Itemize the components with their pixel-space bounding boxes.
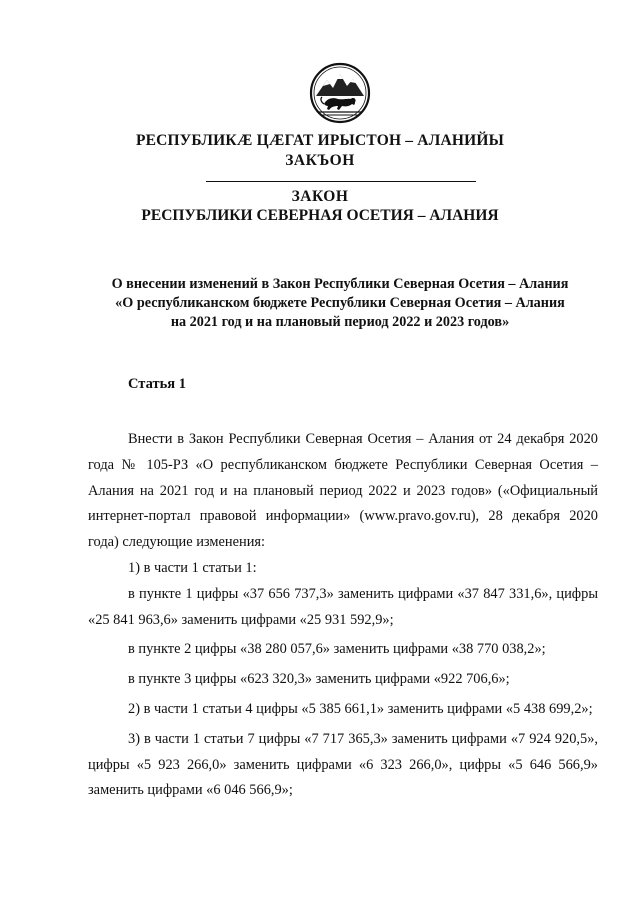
header-divider: [206, 181, 476, 182]
republic-name-russian: РЕСПУБЛИКИ СЕВЕРНАЯ ОСЕТИЯ – АЛАНИЯ: [141, 207, 499, 224]
article-title: Статья 1: [128, 376, 186, 392]
subject-line-2: «О республиканском бюджете Республики Северная Осетия – Алания: [115, 295, 565, 311]
coat-of-arms-emblem: [309, 62, 371, 124]
amendment-item: в пункте 1 цифры «37 656 737,3» заменить цифрами «37 847 331,6», цифры «25 841 963,6» заменить цифрами «25 931 592,9»;: [88, 585, 598, 628]
title-ossetian: РЕСПУБЛИКӔ ЦӔГАТ ИРЫСТОН – АЛАНИЙЫ: [135, 132, 505, 149]
amendment-item: в пункте 3 цифры «623 320,3» заменить цифрами «922 706,6»;: [128, 671, 510, 688]
law-label-russian: ЗАКОН: [291, 188, 349, 205]
amendment-item: в пункте 2 цифры «38 280 057,6» заменить цифрами «38 770 038,2»;: [128, 641, 546, 658]
law-subject: [60, 275, 620, 332]
amendment-item: 2) в части 1 статьи 4 цифры «5 385 661,1» заменить цифрами «5 438 699,2»;: [128, 700, 593, 717]
subject-line-1: О внесении изменений в Закон Республики Северная Осетия – Алания: [111, 276, 569, 292]
article-intro: Внести в Закон Республики Северная Осетия – Алания от 24 декабря 2020 года № 105-РЗ «О республиканском бюджете Республики Северная Осетия – Алания на 2021 год и на плановый период 2022 и 2023 годов» («Официальный интернет-портал правовой информации» (www.pravo.gov.ru), 28 декабря 2020 года) следующие изменения:: [88, 431, 598, 551]
law-label-ossetian: ЗАКЪОН: [285, 152, 355, 169]
article-body: [88, 427, 598, 804]
amendment-item: 3) в части 1 статьи 7 цифры «7 717 365,3» заменить цифрами «7 924 920,5», цифры «5 923 266,0» заменить цифрами «6 323 266,0», цифры «5 646 566,9» заменить цифрами «6 046 566,9»;: [88, 730, 598, 799]
amendment-item: 1) в части 1 статьи 1:: [128, 559, 257, 576]
subject-line-3: на 2021 год и на плановый период 2022 и 2023 годов»: [170, 314, 510, 330]
